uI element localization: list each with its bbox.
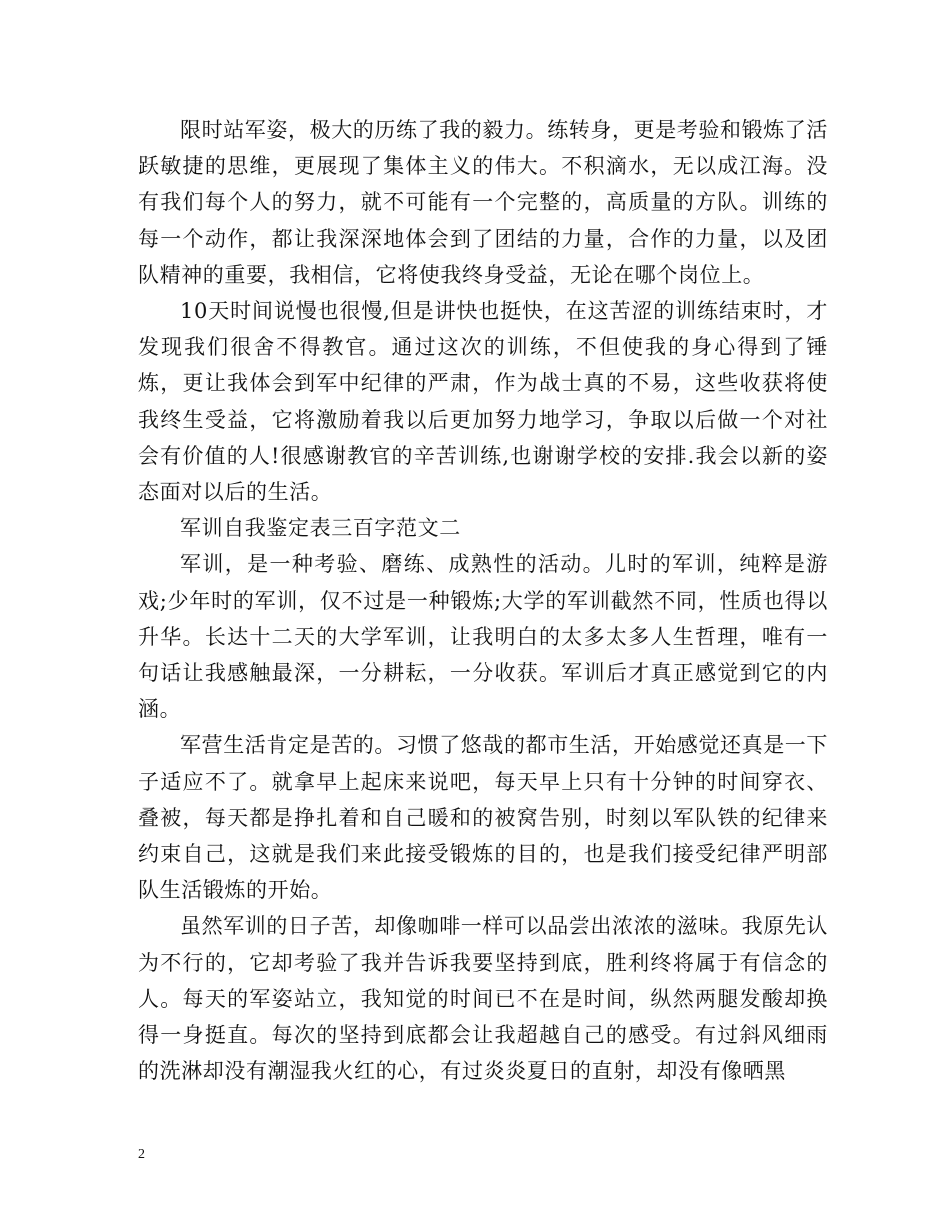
section-heading: 军训自我鉴定表三百字范文二: [180, 516, 461, 541]
page-number: 2: [138, 1147, 145, 1162]
paragraph-2: 10天时间说慢也很慢,但是讲快也挺快，在这苦涩的训练结束时，才发现我们很舍不得教官。通过这次的训练，不但使我的身心得到了锤炼，更让我体会到军中纪律的严肃，作为战士真的不易，这些收获将使我终生受益，它将激励着我以后更加努力地学习，争取以后做一个对社会有价值的人!很感谢教官的辛苦训练,也谢谢学校的安排.我会以新的姿态面对以后的生活。: [138, 299, 828, 505]
paragraph-3: 军训，是一种考验、磨练、成熟性的活动。儿时的军训，纯粹是游戏;少年时的军训，仅不过是一种锻炼;大学的军训截然不同，性质也得以升华。长达十二天的大学军训，让我明白的太多太多人生哲理，唯有一句话让我感触最深，一分耕耘，一分收获。军训后才真正感觉到它的内涵。: [138, 552, 828, 722]
paragraph-1: 限时站军姿，极大的历练了我的毅力。练转身，更是考验和锻炼了活跃敏捷的思维，更展现了集体主义的伟大。不积滴水，无以成江海。没有我们每个人的努力，就不可能有一个完整的，高质量的方队。训练的每一个动作，都让我深深地体会到了团结的力量，合作的力量，以及团队精神的重要，我相信，它将使我终身受益，无论在哪个岗位上。: [138, 118, 828, 287]
paragraph-5: 虽然军训的日子苦，却像咖啡一样可以品尝出浓浓的滋味。我原先认为不行的，它却考验了我并告诉我要坚持到底，胜利终将属于有信念的人。每天的军姿站立，我知觉的时间已不在是时间，纵然两腿发酸却换得一身挺直。每次的坚持到底都会让我超越自己的感受。有过斜风细雨的洗淋却没有潮湿我火红的心，有过炎炎夏日的直射，却没有像晒黑: [138, 914, 828, 1084]
paragraph-4: 军营生活肯定是苦的。习惯了悠哉的都市生活，开始感觉还真是一下子适应不了。就拿早上起床来说吧，每天早上只有十分钟的时间穿衣、叠被，每天都是挣扎着和自己暖和的被窝告别，时刻以军队铁的纪律来约束自己，这就是我们来此接受锻炼的目的，也是我们接受纪律严明部队生活锻炼的开始。: [138, 733, 828, 903]
document-body: [138, 112, 828, 1089]
